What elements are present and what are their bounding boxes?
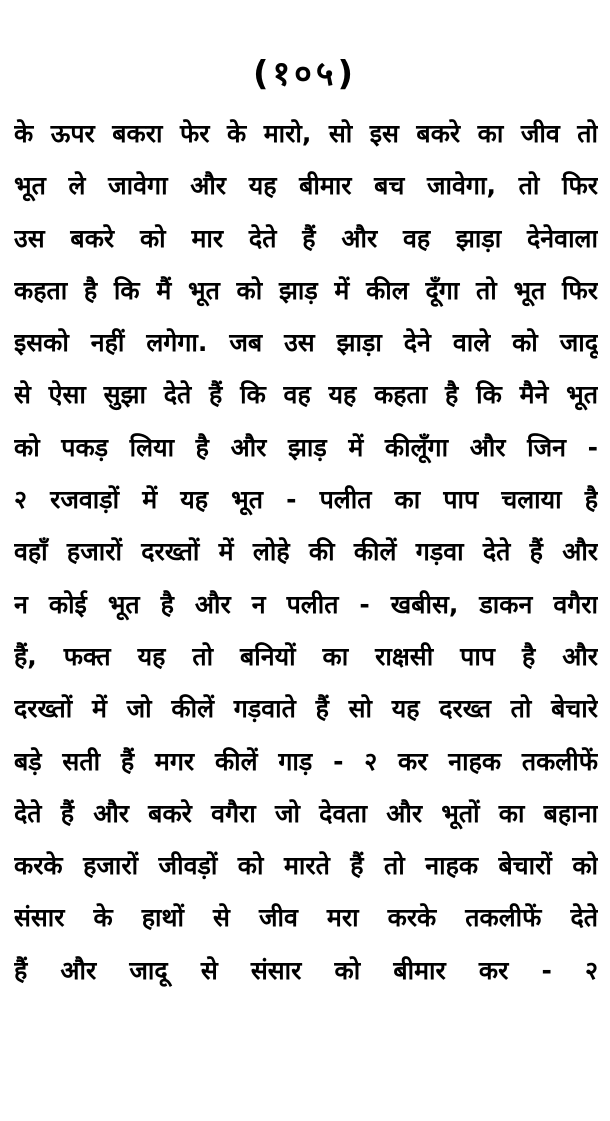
text-line: भूत ले जावेगा और यह बीमार बच जावेगा, तो फिर <box>14 171 598 201</box>
text-line: कहता है कि मैं भूत को झाड़ में कील दूँगा तो भूत फिर <box>14 275 598 305</box>
text-line: हैं, फक्त यह तो बनियों का राक्षसी पाप है और <box>14 641 598 671</box>
text-line: २ रजवाड़ों में यह भूत - पलीत का पाप चलाया है <box>14 485 598 515</box>
text-line: देते हैं और बकरे वगैरा जो देवता और भूतों का बहाना <box>14 798 598 828</box>
page-number: (१०५) <box>252 54 358 94</box>
text-line: संसार के हाथों से जीव मरा करके तकलीफें देते <box>14 903 598 933</box>
text-line: करके हजारों जीवड़ों को मारते हैं तो नाहक बेचारों को <box>14 851 598 881</box>
text-line: बड़े सती हैं मगर कीलें गाड़ - २ कर नाहक तकलीफें <box>14 746 598 776</box>
text-line: से ऐसा सुझा देते हैं कि वह यह कहता है कि मैने भूत <box>14 380 598 410</box>
text-line: दरख्तों में जो कीलें गड़वाते हैं सो यह दरख्त तो बेचारे <box>14 694 598 724</box>
text-line: उस बकरे को मार देते हैं और वह झाड़ा देनेवाला <box>14 223 598 253</box>
text-line: वहाँ हजारों दरख्तों में लोहे की कीलें गड़वा देते हैं और <box>14 537 598 567</box>
text-line: को पकड़ लिया है और झाड़ में कीलूँगा और जिन - <box>14 432 598 462</box>
body-text <box>14 108 598 997</box>
text-line: न कोई भूत है और न पलीत - खबीस, डाकन वगैरा <box>14 589 598 619</box>
text-line: इसको नहीं लगेगा. जब उस झाड़ा देने वाले को जादू <box>14 328 598 358</box>
text-line: हैं और जादू से संसार को बीमार कर - २ <box>14 955 598 985</box>
text-line: के ऊपर बकरा फेर के मारो, सो इस बकरे का जीव तो <box>14 119 598 148</box>
